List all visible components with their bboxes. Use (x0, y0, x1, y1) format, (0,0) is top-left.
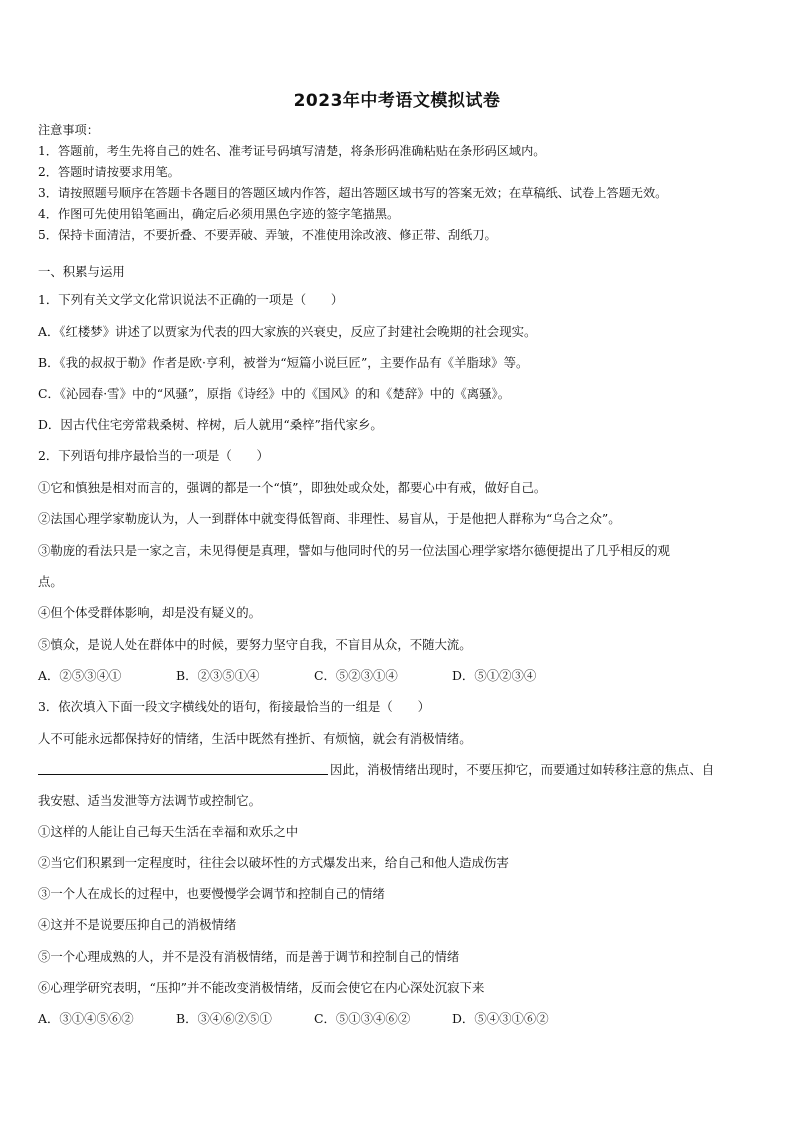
question-3-sentence: ①这样的人能让自己每天生活在幸福和欢乐之中 (38, 824, 299, 839)
question-2-sentence: ③勒庞的看法只是一家之言，未见得便是真理，譬如与他同时代的另一位法国心理学家塔尔德便提出了几乎相反的观 (38, 543, 670, 558)
question-3-sentence: ⑤一个心理成熟的人，并不是没有消极情绪，而是善于调节和控制自己的情绪 (38, 949, 460, 964)
question-2-option-b: B．②③⑤①④ (176, 668, 260, 683)
question-2-stem: 2．下列语句排序最恰当的一项是（ ） (38, 448, 269, 463)
notice-block (38, 120, 768, 246)
question-3-option-b: B．③④⑥②⑤① (176, 1011, 272, 1026)
notice-item: 3．请按照题号顺序在答题卡各题目的答题区域内作答，超出答题区域书写的答案无效；在草稿纸、试卷上答题无效。 (38, 186, 668, 200)
question-1-option-c: C．《沁园春·雪》中的“风骚”，原指《诗经》中的《国风》的和《楚辞》中的《离骚》。 (38, 386, 511, 401)
question-3-sentence: ③一个人在成长的过程中，也要慢慢学会调节和控制自己的情绪 (38, 886, 385, 901)
notice-item: 2．答题时请按要求用笔。 (38, 165, 180, 179)
notice-item: 1．答题前，考生先将自己的姓名、准考证号码填写清楚，将条形码准确粘贴在条形码区域内。 (38, 144, 546, 158)
answer-blank (38, 762, 328, 775)
question-1-option-a: A．《红楼梦》讲述了以贾家为代表的四大家族的兴衰史，反应了封建社会晚期的社会现实。 (38, 324, 537, 339)
notice-item: 4．作图可先使用铅笔画出，确定后必须用黑色字迹的签字笔描黑。 (38, 207, 400, 221)
question-2-sentence: ②法国心理学家勒庞认为，人一到群体中就变得低智商、非理性、易盲从，于是他把人群称为“乌合之众”。 (38, 511, 621, 526)
question-3-sentence: ②当它们积累到一定程度时，往往会以破坏性的方式爆发出来，给自己和他人造成伤害 (38, 855, 509, 870)
question-3-option-d: D．⑤④③①⑥② (452, 1011, 549, 1026)
question-2-option-a: A．②⑤③④① (38, 668, 122, 683)
question-3-sentence: ④这并不是说要压抑自己的消极情绪 (38, 917, 237, 932)
question-1-option-d: D．因古代住宅旁常栽桑树、梓树，后人就用“桑梓”指代家乡。 (38, 417, 383, 432)
question-3-stem: 3．依次填入下面一段文字横线处的语句，衔接最恰当的一组是（ ） (38, 699, 430, 714)
question-2-sentence: ①它和慎独是相对而言的，强调的都是一个“慎”，即独处或众处，都要心中有戒，做好自己。 (38, 480, 547, 495)
section-heading: 一、积累与运用 (38, 264, 125, 279)
question-3-option-c: C．⑤①③④⑥② (314, 1011, 411, 1026)
question-3-option-a: A．③①④⑤⑥② (38, 1011, 134, 1026)
question-3-passage-blank-line (38, 760, 714, 778)
question-2-options (38, 666, 536, 684)
question-3-sentence: ⑥心理学研究表明，“压抑”并不能改变消极情绪，反而会使它在内心深处沉寂下来 (38, 980, 485, 995)
notice-heading: 注意事项： (38, 123, 99, 137)
question-3-passage: 我安慰、适当发泄等方法调节或控制它。 (38, 793, 262, 808)
question-2-sentence-cont: 点。 (38, 574, 63, 589)
question-3-options (38, 1009, 549, 1027)
page-title: 2023年中考语文模拟试卷 (293, 91, 501, 111)
notice-item: 5．保持卡面清洁，不要折叠、不要弄破、弄皱，不准使用涂改液、修正带、刮纸刀。 (38, 228, 497, 242)
question-3-passage: 人不可能永远都保持好的情绪，生活中既然有挫折、有烦恼，就会有消极情绪。 (38, 731, 472, 746)
question-1-option-b: B．《我的叔叔于勒》作者是欧·亨利，被誉为“短篇小说巨匠”，主要作品有《羊脂球》等。 (38, 355, 529, 370)
question-2-sentence: ⑤慎众，是说人处在群体中的时候，要努力坚守自我，不盲目从众，不随大流。 (38, 637, 472, 652)
question-3-passage-cont: 因此，消极情绪出现时，不要压抑它，而要通过如转移注意的焦点、自 (330, 762, 715, 777)
question-2-option-c: C．⑤②③①④ (314, 668, 398, 683)
question-2-option-d: D．⑤①②③④ (452, 668, 537, 683)
question-1-stem: 1．下列有关文学文化常识说法不正确的一项是（ ） (38, 292, 344, 307)
question-2-sentence: ④但个体受群体影响，却是没有疑义的。 (38, 605, 262, 620)
